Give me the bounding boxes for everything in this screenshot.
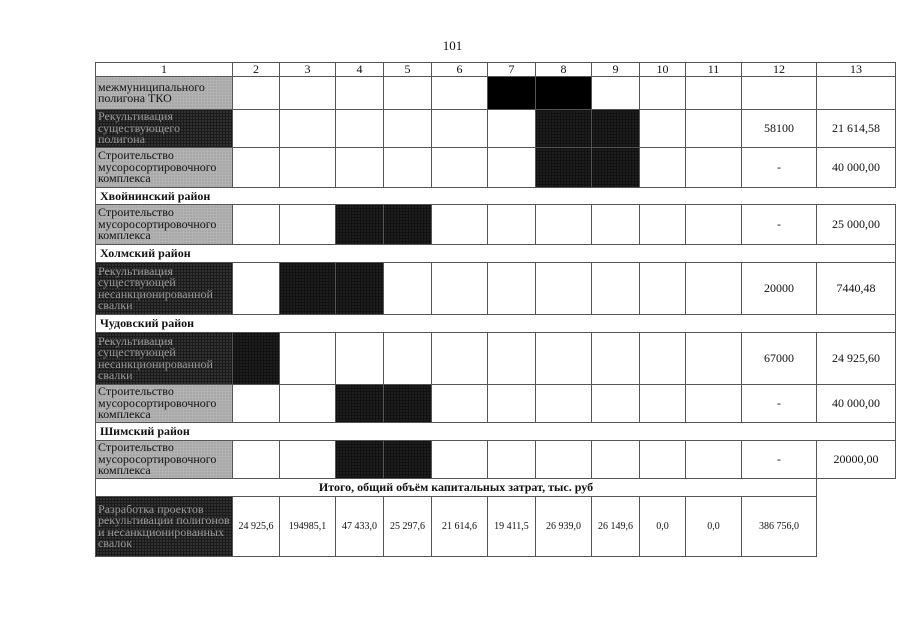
table-row [96, 263, 896, 315]
col-header: 11 [686, 63, 742, 77]
col-header: 3 [280, 63, 336, 77]
length-value: 58100 [742, 110, 817, 148]
length-value: - [742, 205, 817, 245]
total-item-name: Разработка проектов рекультивации полигонов и несанкционированных свалок [96, 497, 233, 557]
col-header: 6 [432, 63, 488, 77]
total-value: 25 297,6 [384, 497, 432, 557]
schedule-mark [384, 205, 432, 245]
schedule-mark [592, 110, 640, 148]
section-title: Шимский район [96, 423, 896, 441]
length-value: 20000 [742, 263, 817, 315]
cost-value: 40 000,00 [817, 148, 896, 188]
col-header: 8 [536, 63, 592, 77]
item-name: Строительство мусоросортировочного комплекса [96, 148, 233, 188]
schedule-mark [384, 441, 432, 479]
cost-value: 20000,00 [817, 441, 896, 479]
schedule-mark [536, 110, 592, 148]
col-header: 5 [384, 63, 432, 77]
total-row [96, 497, 896, 557]
cost-value: 7440,48 [817, 263, 896, 315]
section-row [96, 423, 896, 441]
table-row [96, 148, 896, 188]
col-header: 9 [592, 63, 640, 77]
item-name: Рекультивация существующего полигона [96, 110, 233, 148]
table-row [96, 77, 896, 110]
schedule-mark [488, 77, 536, 110]
col-header: 12 [742, 63, 817, 77]
total-value: 0,0 [640, 497, 686, 557]
page-number: 101 [442, 38, 463, 53]
length-value: - [742, 441, 817, 479]
schedule-mark [384, 385, 432, 423]
length-value: - [742, 385, 817, 423]
cost-value: 24 925,60 [817, 333, 896, 385]
section-title: Холмский район [96, 245, 896, 263]
table-row [96, 205, 896, 245]
item-name: Рекультивация существующей несанкционированной свалки [96, 263, 233, 315]
total-value: 194985,1 [280, 497, 336, 557]
total-title-row [96, 479, 896, 497]
table-row [96, 441, 896, 479]
header-row [96, 63, 896, 77]
capital-costs-table [95, 62, 896, 557]
cost-value: 21 614,58 [817, 110, 896, 148]
section-row [96, 315, 896, 333]
section-title: Чудовский район [96, 315, 896, 333]
col-header: 13 [817, 63, 896, 77]
schedule-mark [536, 77, 592, 110]
length-value: 67000 [742, 333, 817, 385]
item-name: Строительство мусоросортировочного комплекса [96, 385, 233, 423]
col-header: 4 [336, 63, 384, 77]
table-row [96, 333, 896, 385]
schedule-mark [592, 148, 640, 188]
total-value: 26 149,6 [592, 497, 640, 557]
schedule-mark [233, 333, 280, 385]
length-value: - [742, 148, 817, 188]
total-value: 19 411,5 [488, 497, 536, 557]
cost-value: 25 000,00 [817, 205, 896, 245]
table-row [96, 385, 896, 423]
item-name: Рекультивация существующей несанкционированной свалки [96, 333, 233, 385]
schedule-mark [336, 263, 384, 315]
item-name: Строительство мусоросортировочного комплекса [96, 205, 233, 245]
section-title: Хвойнинский район [96, 188, 896, 205]
total-value: 386 756,0 [742, 497, 817, 557]
section-row [96, 188, 896, 205]
item-name: Строительство мусоросортировочного комплекса [96, 441, 233, 479]
total-title: Итого, общий объём капитальных затрат, тыс. руб [96, 479, 817, 497]
col-header: 2 [233, 63, 280, 77]
total-value: 0,0 [686, 497, 742, 557]
total-value: 21 614,6 [432, 497, 488, 557]
total-value: 24 925,6 [233, 497, 280, 557]
schedule-mark [336, 205, 384, 245]
col-header: 1 [96, 63, 233, 77]
item-name: межмуниципального полигона ТКО [96, 77, 233, 110]
col-header: 10 [640, 63, 686, 77]
schedule-mark [336, 385, 384, 423]
cost-value: 40 000,00 [817, 385, 896, 423]
schedule-mark [336, 441, 384, 479]
table-row [96, 110, 896, 148]
total-value: 26 939,0 [536, 497, 592, 557]
schedule-mark [536, 148, 592, 188]
section-row [96, 245, 896, 263]
schedule-mark [280, 263, 336, 315]
total-value: 47 433,0 [336, 497, 384, 557]
col-header: 7 [488, 63, 536, 77]
